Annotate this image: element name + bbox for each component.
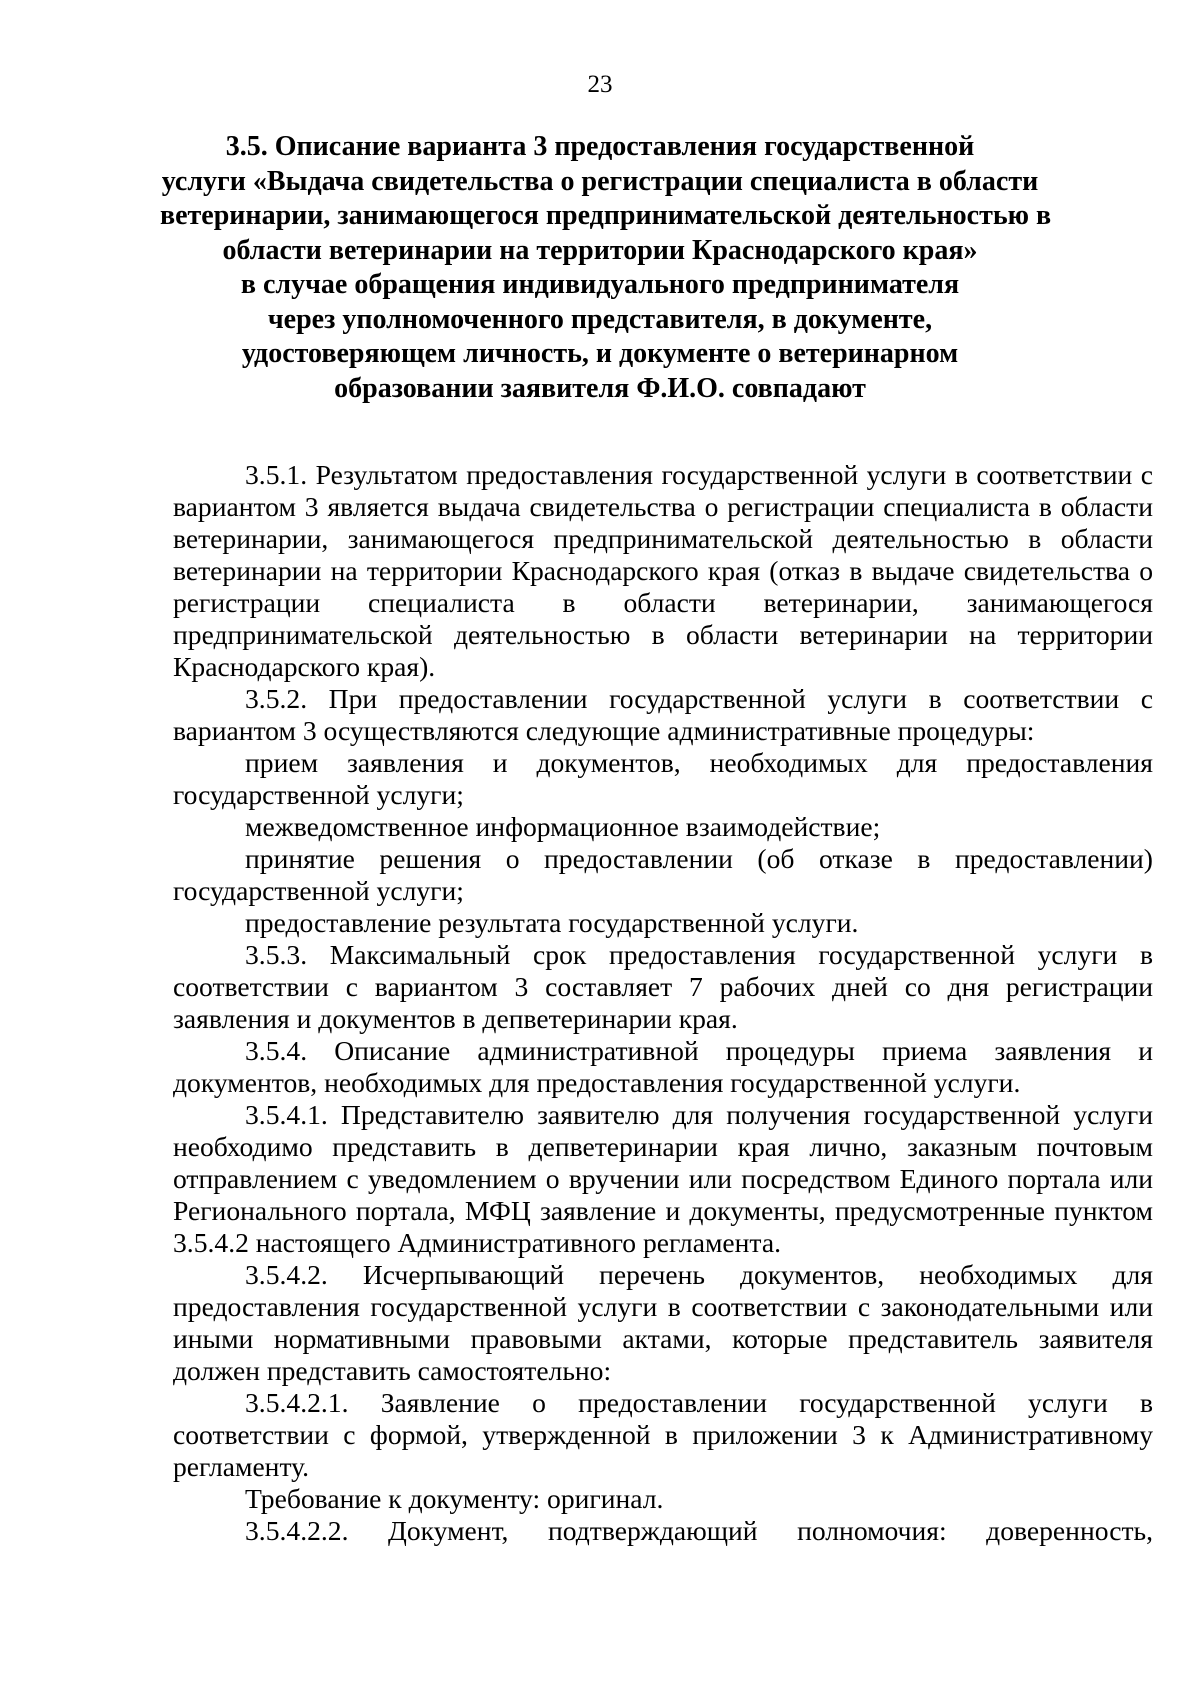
paragraph-3-5-3: 3.5.3. Максимальный срок предоставления государственной услуги в соответствии с вариантом 3 составляет 7 рабочих дней со дня регистрации заявления и документов в депветеринарии края.	[173, 939, 1153, 1034]
heading-line: в случае обращения индивидуального предпринимателя	[240, 269, 960, 300]
heading-line: образовании заявителя Ф.И.О. совпадают	[334, 372, 866, 404]
paragraph-3-5-4-2: 3.5.4.2. Исчерпывающий перечень документов, необходимых для предоставления государственной услуги в соответствии с законодательными или иными нормативными правовыми актами, которые представитель заявителя должен представить самостоятельно:	[173, 1259, 1153, 1386]
heading-line: удостоверяющем личность, и документе о ветеринарном	[241, 338, 959, 369]
document-requirement: Требование к документу: оригинал.	[245, 1483, 664, 1514]
procedure-item: предоставление результата государственной услуги.	[245, 907, 859, 938]
heading-line: через уполномоченного представителя, в документе,	[267, 303, 933, 335]
paragraph-3-5-2: 3.5.2. При предоставлении государственной услуги в соответствии с вариантом 3 осуществляются следующие административные процедуры:	[173, 683, 1153, 746]
paragraph-3-5-4-2-2: 3.5.4.2.2. Документ, подтверждающий полномочия: доверенность,	[245, 1515, 1153, 1546]
paragraph-3-5-1: 3.5.1. Результатом предоставления государственной услуги в соответствии с вариантом 3 является выдача свидетельства о регистрации специалиста в области ветеринарии, занимающегося предпринимательской деятельностью в области ветеринарии на территории Краснодарского края (отказ в выдаче свидетельства о регистрации специалиста в области ветеринарии, занимающегося предпринимательской деятельностью в области ветеринарии на территории Краснодарского края).	[173, 459, 1153, 682]
paragraph-3-5-4-2-1: 3.5.4.2.1. Заявление о предоставлении государственной услуги в соответствии с формой, утвержденной в приложении 3 к Административному регламенту.	[173, 1387, 1153, 1482]
heading-line: ветеринарии, занимающегося предпринимательской деятельностью в	[160, 200, 1052, 231]
document-body	[173, 459, 1153, 1547]
page-number: 23	[587, 71, 613, 98]
procedure-item: прием заявления и документов, необходимых для предоставления государственной услуги;	[173, 747, 1153, 810]
heading-line: услуги «Выдача свидетельства о регистрации специалиста в области	[161, 165, 1039, 197]
section-heading	[160, 130, 1052, 406]
procedure-item: принятие решения о предоставлении (об отказе в предоставлении) государственной услуги;	[173, 843, 1153, 906]
paragraph-3-5-4: 3.5.4. Описание административной процедуры приема заявления и документов, необходимых для предоставления государственной услуги.	[173, 1035, 1153, 1098]
heading-line: области ветеринарии на территории Краснодарского края»	[222, 234, 978, 266]
paragraph-3-5-4-1: 3.5.4.1. Представителю заявителю для получения государственной услуги необходимо представить в депветеринарии края лично, заказным почтовым отправлением с уведомлением о вручении или посредством Единого портала или Регионального портала, МФЦ заявление и документы, предусмотренные пунктом 3.5.4.2 настоящего Административного регламента.	[173, 1099, 1153, 1258]
procedure-item: межведомственное информационное взаимодействие;	[245, 811, 881, 842]
heading-line: 3.5. Описание варианта 3 предоставления государственной	[225, 131, 975, 162]
